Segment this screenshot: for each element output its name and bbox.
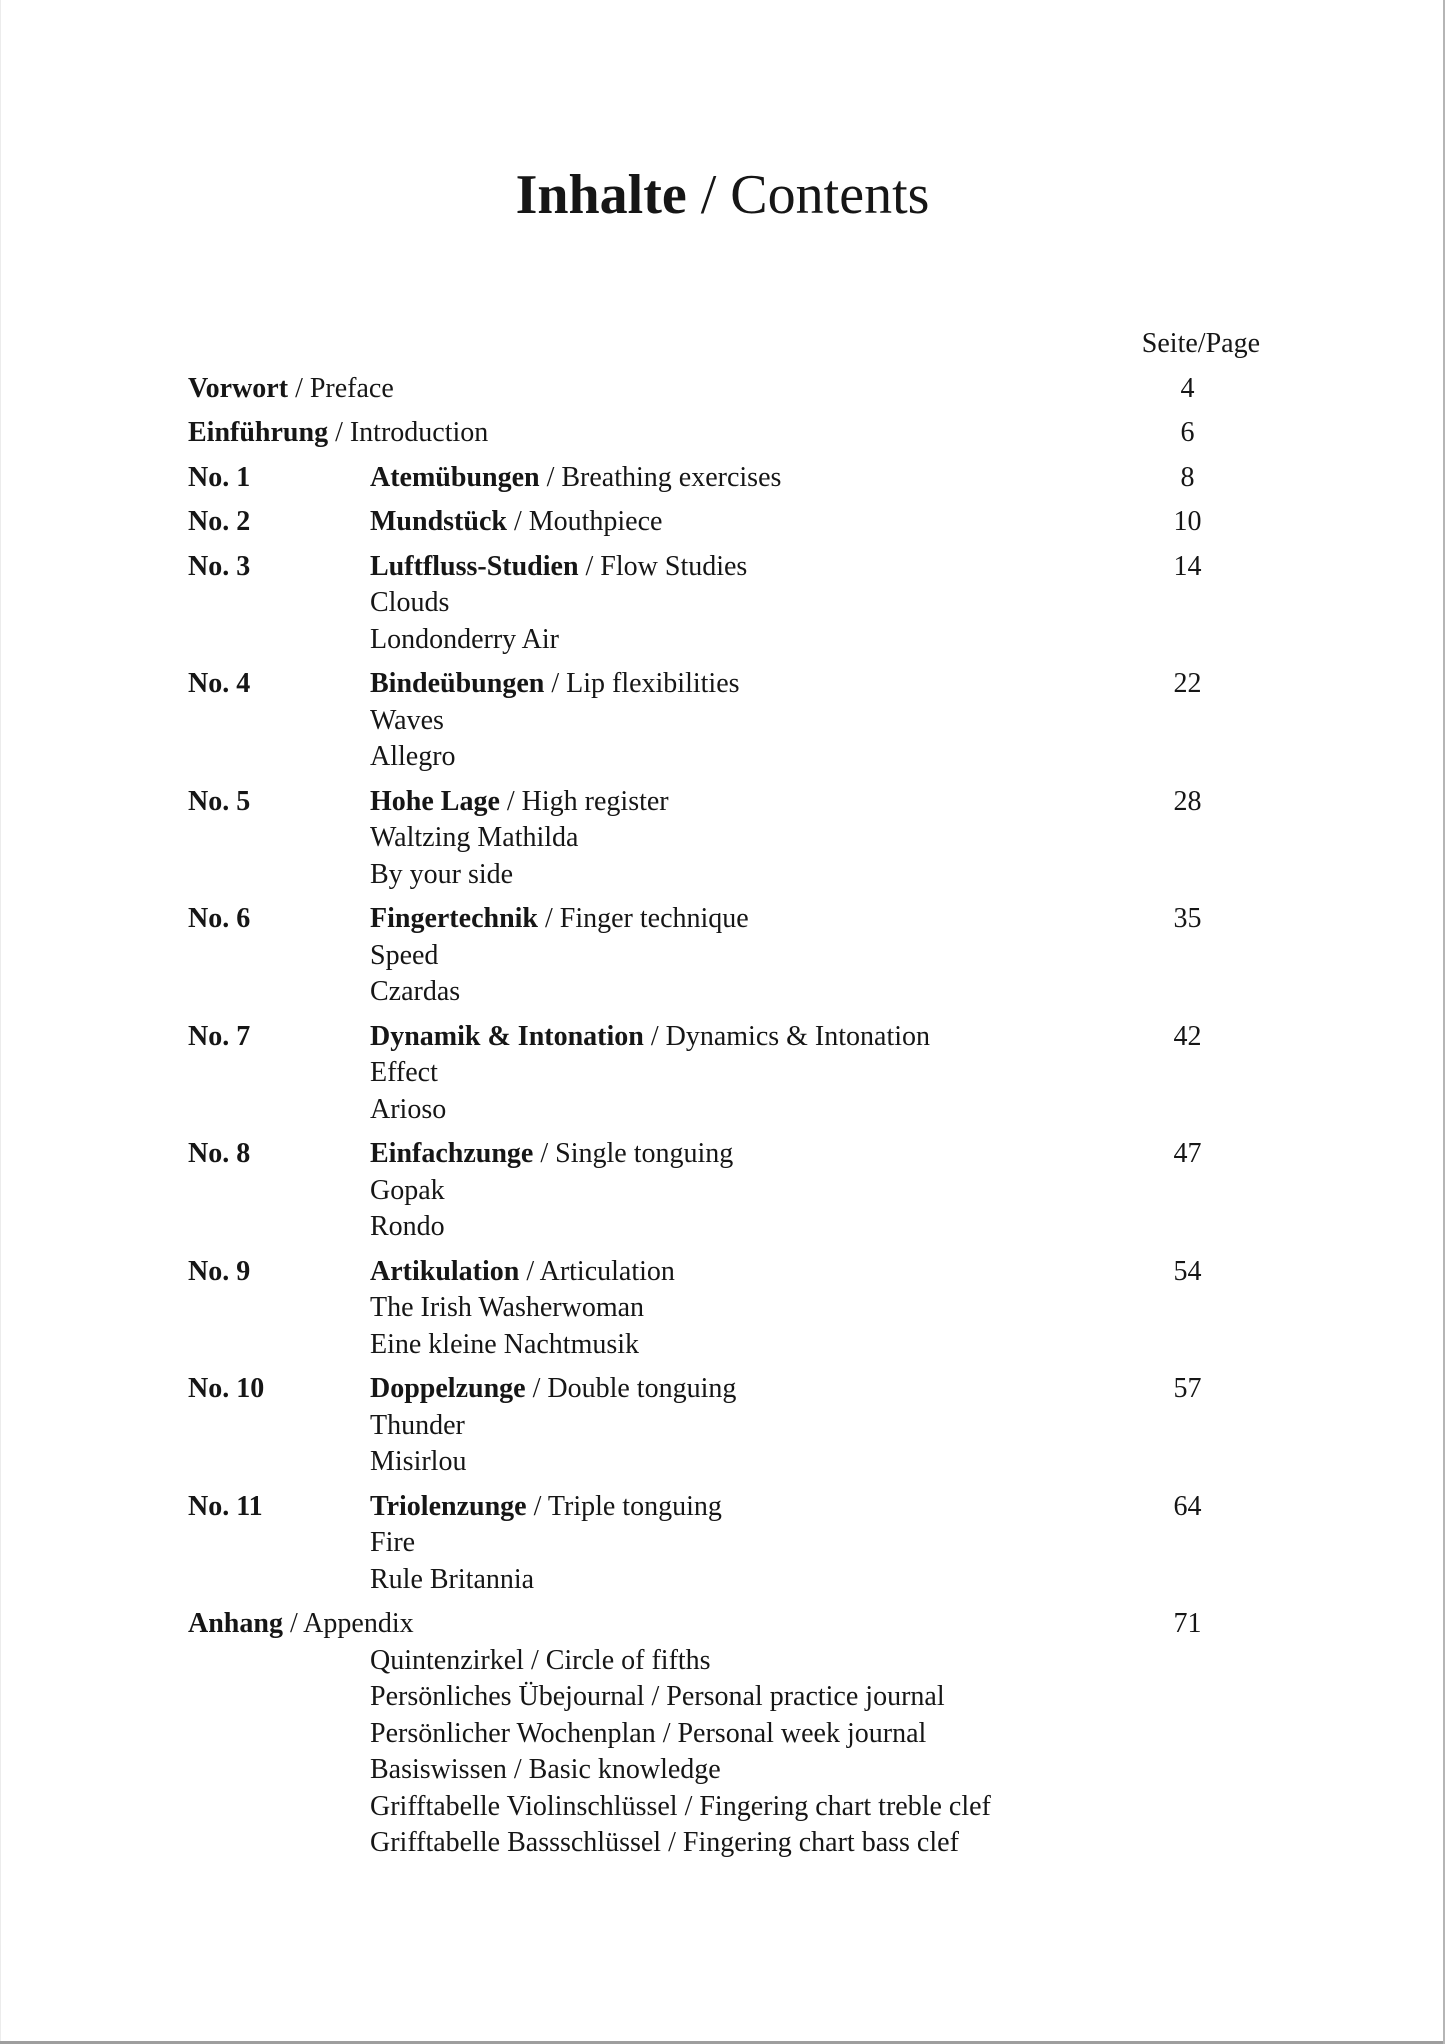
chapter-title-english: Finger technique [559, 903, 749, 934]
chapter-title-german: Vorwort [188, 372, 289, 404]
toc-subitem: Grifftabelle Violinschlüssel / Fingering chart treble clef [370, 1790, 991, 1822]
page-number: 10 [1173, 506, 1202, 537]
chapter-title [370, 901, 1115, 938]
chapter-title [370, 1136, 1115, 1173]
toc-subitem: Basiswissen / Basic knowledge [370, 1754, 721, 1785]
toc-subitems [188, 1173, 1260, 1246]
toc-entry [188, 1019, 1260, 1129]
title-separator: / [499, 785, 522, 817]
toc-subitem: The Irish Washerwoman [370, 1292, 645, 1323]
page-number: 8 [1180, 461, 1195, 493]
toc-entry [188, 549, 1260, 659]
toc-entry [188, 1254, 1260, 1364]
toc-entry [188, 901, 1260, 1011]
title-separator: / [578, 550, 601, 582]
title-separator: / [533, 1138, 556, 1169]
chapter-number: No. 3 [188, 550, 251, 582]
toc-subitem: Fire [370, 1527, 416, 1558]
chapter-title-english: High register [521, 785, 669, 817]
chapter-title-english: Mouthpiece [528, 506, 663, 537]
toc-subitems [188, 1408, 1260, 1481]
toc-entry [188, 460, 1260, 497]
toc-entry [188, 1489, 1260, 1599]
page-column-header: Seite/Page [1141, 328, 1260, 359]
toc-subitem: Eine kleine Nachtmusik [370, 1328, 640, 1360]
toc-entry-head [188, 1489, 1260, 1526]
chapter-number: No. 9 [188, 1255, 251, 1287]
toc-subitems [188, 1055, 1260, 1128]
toc-subitems [188, 1643, 1260, 1862]
chapter-title [370, 1019, 1115, 1056]
toc-entry [188, 504, 1260, 541]
chapter-title [370, 549, 1115, 586]
chapter-number: No. 4 [188, 668, 251, 699]
toc-entry [188, 784, 1260, 894]
toc-subitem: Rondo [370, 1211, 445, 1242]
chapter-number: No. 10 [188, 1373, 265, 1404]
page-title-english: Contents [730, 164, 930, 226]
chapter-number: No. 11 [188, 1490, 263, 1522]
toc-subitems [188, 585, 1260, 658]
chapter-title [188, 371, 1115, 408]
toc-entry [188, 1136, 1260, 1246]
toc-entry-head [188, 666, 1260, 703]
toc-subitem: Rule Britannia [370, 1563, 535, 1595]
toc-entry-head [188, 1019, 1260, 1056]
chapter-title-english: Triple tonguing [547, 1490, 722, 1522]
toc-subitem: Persönliches Übejournal / Personal practice journal [370, 1681, 945, 1712]
toc-subitem: Speed [370, 939, 439, 971]
title-separator: / [643, 1020, 666, 1052]
chapter-title-german: Triolenzunge [370, 1490, 527, 1522]
page-number: 42 [1173, 1020, 1202, 1052]
title-separator: / [506, 506, 529, 537]
chapter-number: No. 5 [188, 785, 251, 817]
toc-subitems [188, 938, 1260, 1011]
title-separator: / [519, 1255, 540, 1287]
toc-subitem: Effect [370, 1057, 438, 1088]
chapter-title-german: Artikulation [370, 1255, 520, 1287]
toc-entry-head [188, 1371, 1260, 1408]
chapter-title-english: Breathing exercises [561, 461, 782, 493]
toc-entry [188, 371, 1260, 408]
toc-subitems [188, 703, 1260, 776]
toc-entry-head [188, 460, 1260, 497]
page-title [0, 163, 1445, 227]
chapter-title-german: Hohe Lage [370, 785, 500, 817]
page-title-german: Inhalte [515, 164, 687, 226]
chapter-title-german: Bindeübungen [370, 668, 545, 699]
page-number: 14 [1173, 550, 1202, 582]
chapter-title [370, 1371, 1115, 1408]
toc-subitem: Misirlou [370, 1446, 467, 1477]
page-number: 64 [1173, 1490, 1202, 1522]
page-number: 4 [1180, 372, 1195, 404]
toc-entry [188, 415, 1260, 452]
chapter-title-german: Einführung [188, 417, 329, 448]
toc-subitem: Gopak [370, 1174, 445, 1206]
toc-entry-head [188, 504, 1260, 541]
toc-subitem: Londonderry Air [370, 623, 559, 655]
title-separator: / [288, 372, 310, 404]
chapter-title [370, 1489, 1115, 1526]
title-separator: / [539, 461, 562, 493]
toc-subitem: By your side [370, 858, 514, 890]
chapter-title-english: Appendix [303, 1608, 414, 1639]
chapter-title-german: Mundstück [370, 506, 507, 537]
chapter-title-german: Anhang [188, 1608, 283, 1639]
title-separator: / [538, 903, 560, 934]
chapter-number: No. 1 [188, 461, 251, 493]
toc-entry-head [188, 784, 1260, 821]
toc-entry [188, 1606, 1260, 1862]
chapter-title [188, 415, 1115, 452]
chapter-title-german: Einfachzunge [370, 1138, 534, 1169]
chapter-title [370, 460, 1115, 497]
chapter-number: No. 6 [188, 903, 251, 934]
toc-subitem: Waltzing Mathilda [370, 822, 579, 853]
toc-subitem: Czardas [370, 976, 461, 1007]
page-number: 35 [1173, 903, 1202, 934]
toc-subitem: Persönlicher Wochenplan / Personal week journal [370, 1717, 927, 1749]
chapter-title [370, 666, 1115, 703]
chapter-title-german: Fingertechnik [370, 903, 538, 934]
toc-subitem: Thunder [370, 1409, 465, 1441]
page-number: 71 [1173, 1608, 1202, 1639]
chapter-title-german: Doppelzunge [370, 1373, 526, 1404]
toc-subitem: Allegro [370, 741, 456, 772]
chapter-number: No. 7 [188, 1020, 251, 1052]
chapter-title-english: Preface [309, 372, 394, 404]
table-of-contents [188, 326, 1260, 1862]
chapter-title-english: Double tonguing [547, 1373, 737, 1404]
toc-subitem: Grifftabelle Bassschlüssel / Fingering chart bass clef [370, 1827, 959, 1858]
chapter-number: No. 2 [188, 506, 251, 537]
toc-subitem: Quintenzirkel / Circle of fifths [370, 1644, 711, 1676]
chapter-title-english: Lip flexibilities [566, 668, 740, 699]
page-number: 47 [1173, 1138, 1202, 1169]
chapter-title [188, 1606, 1115, 1643]
page-number: 22 [1173, 668, 1202, 699]
toc-entry-head [188, 901, 1260, 938]
title-separator: / [328, 417, 350, 448]
toc-subitem: Waves [370, 704, 444, 736]
chapter-title [370, 504, 1115, 541]
title-separator: / [526, 1490, 548, 1522]
page-title-separator: / [686, 164, 731, 226]
chapter-title-german: Atemübungen [370, 461, 540, 493]
chapter-number: No. 8 [188, 1138, 251, 1169]
toc-entry-head [188, 1136, 1260, 1173]
toc-entry-head [188, 1254, 1260, 1291]
page-number: 54 [1173, 1255, 1202, 1287]
toc-subitems [188, 1525, 1260, 1598]
toc-entry-head [188, 1606, 1260, 1643]
chapter-title-german: Dynamik & Intonation [370, 1020, 644, 1052]
toc-subitems [188, 1290, 1260, 1363]
toc-entry-head [188, 371, 1260, 408]
toc-entries [188, 371, 1260, 1862]
toc-entry-head [188, 549, 1260, 586]
page-number: 6 [1180, 417, 1195, 448]
chapter-title-english: Introduction [349, 417, 489, 448]
title-separator: / [282, 1608, 304, 1639]
title-separator: / [525, 1373, 548, 1404]
chapter-title-english: Single tonguing [555, 1138, 734, 1169]
chapter-title-english: Flow Studies [600, 550, 748, 582]
toc-entry [188, 666, 1260, 776]
toc-subitem: Arioso [370, 1093, 447, 1125]
toc-subitems [188, 820, 1260, 893]
chapter-title [370, 1254, 1115, 1291]
chapter-title-english: Dynamics & Intonation [665, 1020, 931, 1052]
title-separator: / [544, 668, 567, 699]
chapter-title-english: Articulation [539, 1255, 675, 1287]
chapter-title-german: Luftfluss-Studien [370, 550, 579, 582]
chapter-title [370, 784, 1115, 821]
toc-entry [188, 1371, 1260, 1481]
page-number: 28 [1173, 785, 1202, 817]
page-number: 57 [1173, 1373, 1202, 1404]
toc-entry-head [188, 415, 1260, 452]
toc-subitem: Clouds [370, 587, 450, 618]
